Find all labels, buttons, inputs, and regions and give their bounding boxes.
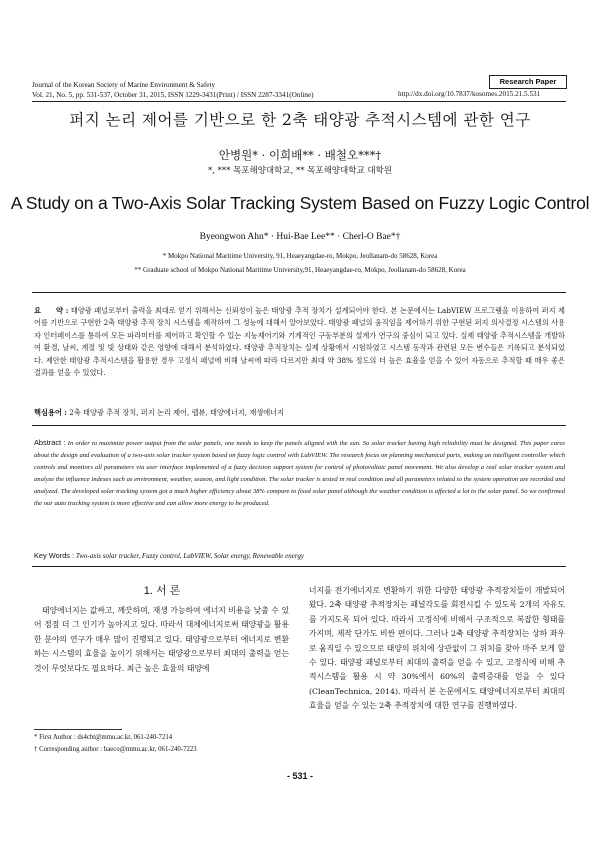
- english-abstract-label: Abstract :: [34, 438, 66, 447]
- abstract-top-rule: [32, 292, 566, 293]
- english-authors: Byeongwon Ahn* · Hui-Bae Lee** · Cherl-O Bae*†: [199, 232, 401, 242]
- journal-name: Journal of the Korean Society of Marine Environment & Safety: [32, 81, 216, 89]
- english-affiliation-1: * Mokpo National Maritime University, 91, Heaeyangdae-ro, Mokpo, Jeollanam-do 58628, Korea: [162, 252, 438, 260]
- korean-title: 퍼지 논리 제어를 기반으로 한 2축 태양광 추적시스템에 관한 연구: [69, 111, 531, 129]
- doi-link[interactable]: http://dx.doi.org/10.7837/kosomes.2015.21.5.531: [398, 90, 541, 98]
- page-number: - 531 -: [286, 771, 313, 781]
- header-rule: [32, 101, 566, 102]
- journal-volume-info: Vol. 21, No. 5, pp. 531-537, October 31, 2015, ISSN 1229-3431(Print) / ISSN 2287-3341(Online): [32, 91, 314, 99]
- footnote-corresponding-author: † Corresponding author : baeco@mmu.ac.kr, 061-240-7223: [34, 746, 197, 753]
- english-keywords: [34, 551, 565, 560]
- footnote-first-author: * First Author : ds4cbt@mmu.ac.kr, 061-240-7214: [34, 734, 173, 741]
- abstract-bottom-rule: [32, 566, 566, 567]
- english-keywords-label: Key Words :: [34, 551, 75, 560]
- english-abstract-text: In order to maximize power output from the solar panels, one needs to keep the panels aligned with the sun. So solar tracker having high reliability must be designed. This paper cares about the design and evaluation of a two-axis solar tracker system based on fuzzy logic control with LabVIEW. The research focus on planning mechanical parts, making an intelligent controller which controls and monitors all parameters via user interface implemented of a fuzzy decision support system for control of photovoltaic panel movement. We also develop a real solar tracker system and analyze the influence indexes such as environment, weather, season, and light condition. The solar tracker is tested in real condition and all parameters related to the system operation are recorded and analyzed. The developed solar tracking system got a much higher efficiency about 38% compare to fixed solar panel although the weather condition is affected a lot to the solar panel. So we confirmed the our auto tracking system is more effective and can allow more energy to be produced.: [34, 440, 565, 508]
- korean-keywords-text: 2축 태양광 추적 장치, 퍼지 논리 제어, 랩뷰, 태양에너지, 재생에너지: [69, 408, 285, 417]
- english-keywords-text: Two-axis solar tracker, Fuzzy control, LabVIEW, Solar energy, Renewable energy: [75, 552, 304, 560]
- korean-abstract-text: 태양광 패널로부터 출력을 최대로 얻기 위해서는 신뢰성이 높은 태양광 추적 장치가 설계되어야 한다. 본 논문에서는 LabVIEW 프로그램을 이용하여 퍼지 제어를 기반으로 구현한 2축 태양광 추적 장치 시스템을 제작하여 그 성능에 대해서 알아보았다. 태양광 패널의 움직임을 제어하기 위한 구현된 퍼지 의사결정 시스템의 사용자 인터페이스를 통하여 모든 파라미터를 제어하고 확인할 수 있는 지능제어기와 기계적인 구동부분의 설계가 연구의 중심이 되고 있다. 실제 태양광 추적시스템을 개발하여 환경, 날씨, 계절 및 빛 상태와 같은 영향에 대해서 분석하였다. 태양광 추적장치는 실제 상황에서 시험하였고 시스템 동작과 관련된 모든 변수들은 기록되고 분석되었다. 제안한 태양광 추적시스템을 활용한 경우 고정식 패널에 비해 날씨에 따라 다르지만 최대 약 38% 정도의 더 높은 효율을 얻을 수 있어 자동으로 추적할 때 매우 좋은 결과를 얻을 수 있었다.: [34, 306, 565, 378]
- intro-right-column: 너지를 전기에너지로 변환하기 위한 다양한 태양광 추적장치들이 개발되어 왔다. 2축 태양광 추적장치는 패널각도를 회전시킬 수 있도록 2개의 자유도를 가지도록 되어 있다. 따라서 고정식에 비해서 구조적으로 복잡한 형태를 가지며, 제작 단가도 비싼 편이다. 그러나 2축 태양광 추적장치는 상하 좌우로 움직일 수 있으므로 태양의 위치에 상관없이 그 위치를 찾아 마주 보게 할 수 있다. 태양광 패널로부터 최대의 출력을 얻을 수 있고, 고정식에 비해 추적시스템을 활용 시 약 30%에서 60%의 출력증대를 얻을 수 있다(CleanTechnica, 2014). 따라서 본 논문에서도 태양에너지로부터 최대의 효율을 얻을 수 있는 2축 추적장치에 대한 연구를 진행하였다.: [309, 586, 565, 711]
- intro-left-column: 태양에너지는 값싸고, 깨끗하며, 재생 가능하여 에너지 비용을 낮출 수 있어 점점 더 그 인기가 높아지고 있다. 따라서 대체에너지로써 태양광을 활용한 분야의 연구가 매우 많이 진행되고 있다. 태양광으로부터 에너지로 변환하는 시스템의 효율을 높이기 위해서는 태양광으로부터 최대의 출력을 얻는 것이 무엇보다도 필요하다. 최근 높은 효율의 태양에: [34, 606, 289, 673]
- footnote-rule: [34, 729, 122, 730]
- korean-keywords-label: 핵심용어 :: [34, 408, 67, 417]
- korean-abstract: [34, 305, 565, 379]
- english-abstract: [34, 437, 565, 511]
- korean-abstract-label: 요 약 :: [34, 306, 69, 315]
- english-title: A Study on a Two-Axis Solar Tracking System Based on Fuzzy Logic Control: [10, 193, 590, 213]
- korean-authors: 안병원* · 이희배** · 배철오***†: [218, 148, 382, 162]
- korean-affiliation: *, *** 목포해양대학교, ** 목포해양대학교 대학원: [207, 166, 392, 176]
- research-paper-badge: Research Paper: [489, 75, 567, 89]
- journal-header: [32, 80, 314, 100]
- english-affiliation-2: ** Graduate school of Mokpo National Maritime University,91, Heaeyangdae-ro, Mokpo, Jeollanam-do 58628, Korea: [134, 266, 466, 274]
- abstract-mid-rule: [32, 425, 566, 426]
- korean-keywords: [34, 408, 565, 418]
- section-heading-introduction: 1. 서 론: [143, 585, 181, 597]
